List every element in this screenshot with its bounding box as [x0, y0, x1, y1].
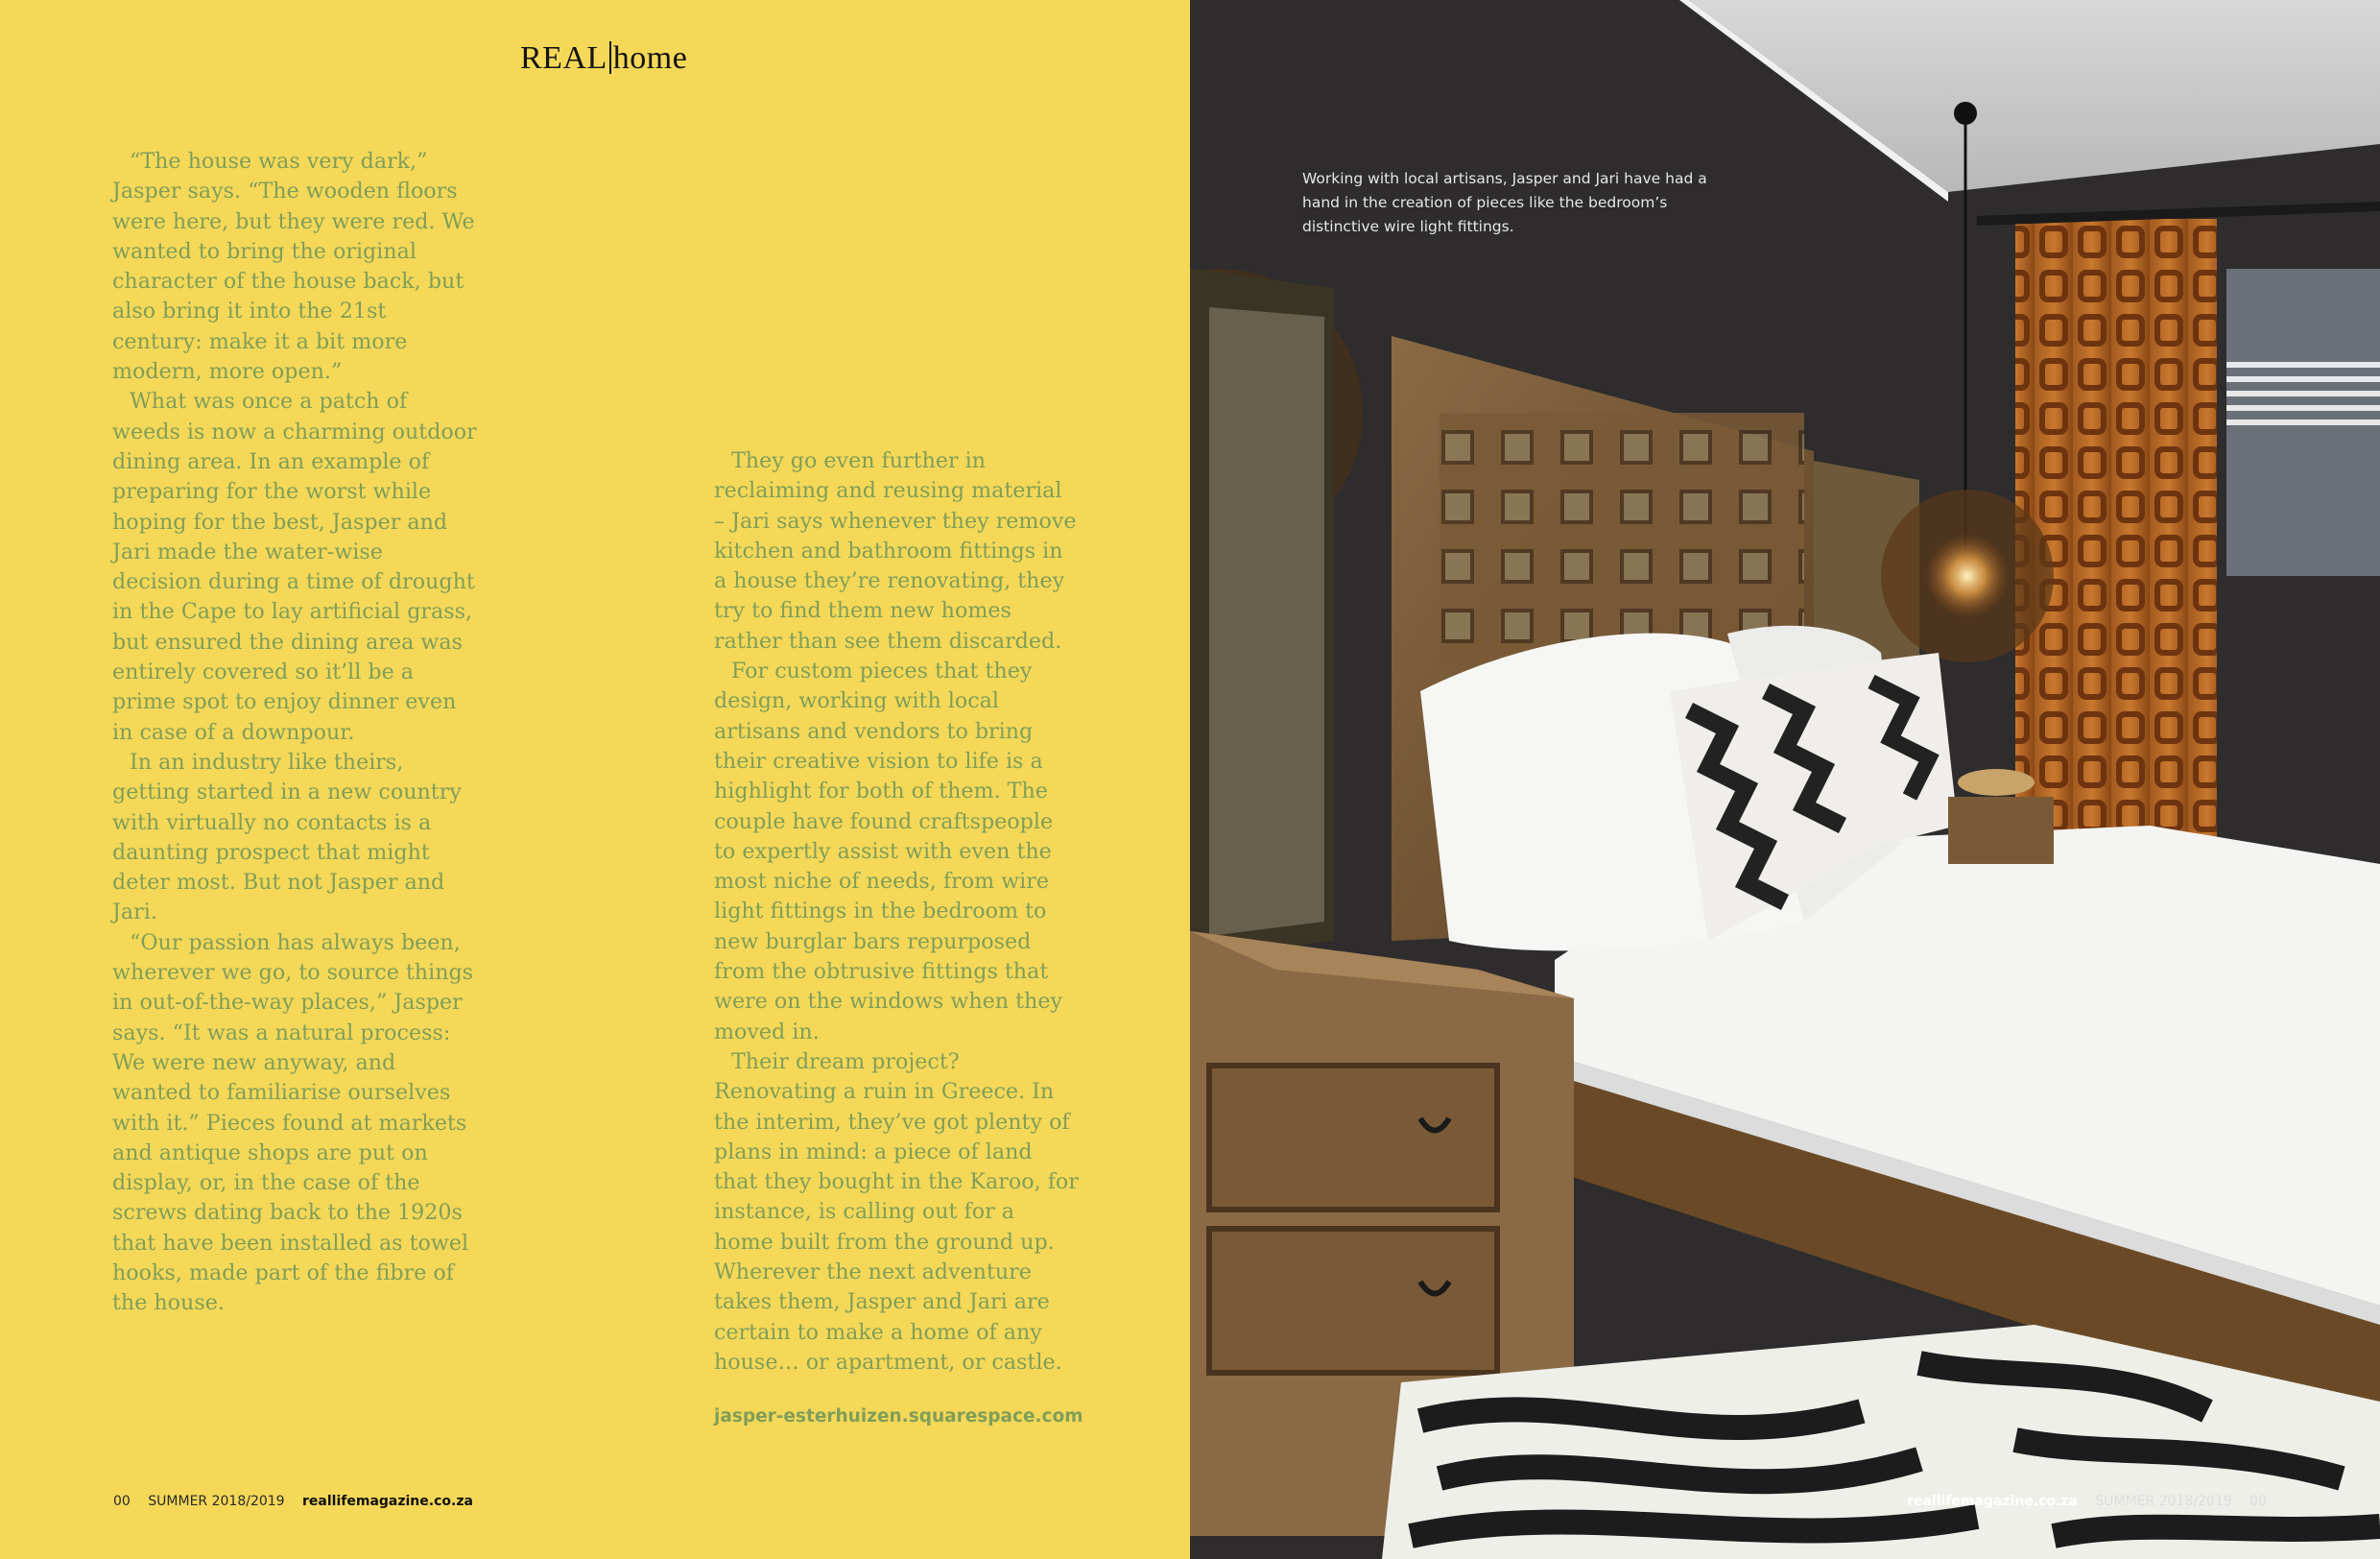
article-column-1 — [112, 147, 477, 1319]
paragraph: What was once a patch of weeds is now a charming outdoor dining area. In an example of preparing for the worst while hoping for the best, Jasper and Jari made the water-wise decision during a time of drought in the Cape to lay artificial grass, but ensured the dining area was entirely covered so it’ll be a prime spot to enjoy dinner even in case of a downpour. — [112, 389, 477, 745]
photo-caption: Working with local artisans, Jasper and Jari have had a hand in the creation of pieces like the bedroom’s distinctive wire light fittings. — [1302, 170, 1707, 235]
masthead-logo — [520, 40, 687, 77]
article-column-2 — [714, 446, 1079, 1378]
website-link[interactable]: jasper-esterhuizen.squarespace.com — [714, 1406, 1083, 1427]
issue-label: SUMMER 2018/2019 — [2095, 1494, 2232, 1509]
page-number: 00 — [2249, 1494, 2267, 1509]
paragraph: In an industry like theirs, getting started in a new country with virtually no contacts is a daunting prospect that might deter most. But not Jasper and Jari. — [112, 749, 462, 925]
site-link[interactable]: reallifemagazine.co.za — [1907, 1494, 2078, 1509]
masthead-separator — [609, 41, 611, 74]
page-number: 00 — [113, 1494, 131, 1509]
paragraph: “Our passion has always been, wherever we go, to source things in out-of-the-way places,” Jasper says. “It was a natural process: We were new anyway, and wanted to familiarise ourselves with it.” Pieces found at markets and antique shops are put on display, or, in the case of the screws dating back to the 1920s that have been installed as towel hooks, made part of the fibre of the house. — [112, 929, 474, 1316]
masthead-real: REAL — [520, 40, 607, 76]
paragraph: For custom pieces that they design, working with local artisans and vendors to bring their creative vision to life is a highlight for both of them. The couple have found craftspeople to expertly assist with even the most niche of needs, from wire light fittings in the bedroom to new burglar bars repurposed from the obtrusive fittings that were on the windows when they moved in. — [714, 659, 1062, 1044]
masthead-home: home — [612, 40, 688, 76]
right-page-photo — [1190, 0, 2380, 1559]
paragraph: Their dream project? Renovating a ruin in Greece. In the interim, they’ve got plenty of plans in mind: a piece of land that they bought in the Karoo, for instance, is calling out for a home built from the ground up. Wherever the next adventure takes them, Jasper and Jari are certain to make a home of any house… or apartment, or castle. — [714, 1048, 1079, 1375]
site-link[interactable]: reallifemagazine.co.za — [302, 1494, 473, 1509]
footer-right — [1907, 1494, 2267, 1509]
paragraph: “The house was very dark,” Jasper says. “The wooden floors were here, but they were red. We wanted to bring the original character of the house back, but also bring it into the 21st century: make it a bit more modern, more open.” — [112, 149, 475, 385]
footer-left — [113, 1494, 473, 1509]
paragraph: They go even further in reclaiming and reusing material – Jari says whenever they remove kitchen and bathroom fittings in a house they’re renovating, they try to find them new homes rather than see them discarded. — [714, 448, 1077, 654]
issue-label: SUMMER 2018/2019 — [148, 1494, 285, 1509]
